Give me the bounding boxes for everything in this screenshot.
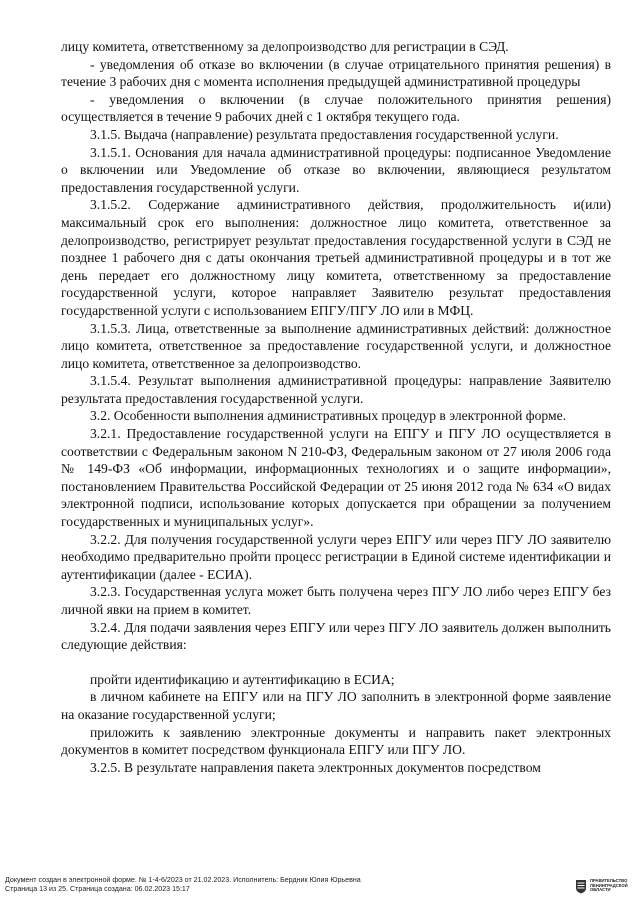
coat-of-arms-icon xyxy=(575,879,587,894)
paragraph: - уведомления о включении (в случае положительного принятия решения) осуществляется в течение 9 рабочих дней с 1 октября текущего года. xyxy=(61,91,611,125)
paragraph: 3.1.5. Выдача (направление) результата предоставления государственной услуги. xyxy=(90,126,559,142)
page-footer xyxy=(5,876,565,893)
footer-document-info: Документ создан в электронной форме. № 1-4-6/2023 от 21.02.2023. Исполнитель: Бердник Юлия Юрьевна xyxy=(5,876,361,884)
paragraph: 3.1.5.1. Основания для начала административной процедуры: подписанное Уведомление о включении или Уведомление об отказе во включении, являющиеся результатом предоставления государственной услуги. xyxy=(61,144,611,195)
government-label xyxy=(590,879,636,893)
paragraph: 3.2.3. Государственная услуга может быть получена через ПГУ ЛО либо через ЕПГУ без личной явки на прием в комитет. xyxy=(61,584,611,617)
paragraph: 3.2. Особенности выполнения административных процедур в электронной форме. xyxy=(90,408,567,424)
footer-page-info: Страница 13 из 25. Страница создана: 06.02.2023 15:17 xyxy=(5,884,190,893)
government-label-line2: ЛЕНИНГРАДСКОЙ xyxy=(590,882,628,888)
paragraph: - уведомления об отказе во включении (в случае отрицательного принятия решения) в течение 3 рабочих дня с момента исполнения предыдущей административной процедуры xyxy=(61,56,611,90)
paragraph: приложить к заявлению электронные документы и направить пакет электронных документов в комитет посредством функционала ЕПГУ или ПГУ ЛО. xyxy=(61,724,611,758)
paragraph: 3.1.5.4. Результат выполнения административной процедуры: направление Заявителю результата предоставления государственной услуги. xyxy=(61,373,611,406)
paragraph: в личном кабинете на ЕПГУ или на ПГУ ЛО заполнить в электронной форме заявление на оказание государственной услуги; xyxy=(61,689,611,722)
paragraph: лицу комитета, ответственному за делопроизводство для регистрации в СЭД. xyxy=(61,39,509,54)
paragraph: 3.2.1. Предоставление государственной услуги на ЕПГУ и ПГУ ЛО осуществляется в соответствии с Федеральным законом N 210-ФЗ, Федеральным законом от 27 июля 2006 года № 149-ФЗ «Об информации, информационных технологиях и о защите информации», постановлением Правительства Российской Федерации от 25 июня 2012 года № 634 «О видах электронной подписи, использование которых допускается при обращении за получением государственных и муниципальных услуг». xyxy=(61,426,611,530)
government-label-line1: ПРАВИТЕЛЬСТВО xyxy=(590,878,628,883)
blank-line xyxy=(61,654,611,671)
paragraph: 3.2.5. В результате направления пакета электронных документов посредством xyxy=(90,759,541,775)
paragraph: 3.2.4. Для подачи заявления через ЕПГУ или через ПГУ ЛО заявитель должен выполнить следующие действия: xyxy=(61,619,611,653)
paragraph: 3.1.5.3. Лица, ответственные за выполнение административных действий: должностное лицо комитета, ответственное за предоставление государственной услуги, и должностное лицо комитета, ответственное за делопроизводство. xyxy=(61,320,611,371)
document-body xyxy=(61,38,611,776)
paragraph: 3.1.5.2. Содержание административного действия, продолжительность и(или) максимальный срок его выполнения: должностное лицо комитета, ответственное за делопроизводство, регистрирует результат предоставления государственной услуги в СЭД не позднее 1 рабочего дня с даты окончания третьей административной процедуры и в тот же день передает его должностному лицу комитета, ответственному за предоставление государственной услуги, которое направляет Заявителю результат предоставления государственной услуги с использованием ЕПГУ/ПГУ ЛО или в МФЦ. xyxy=(61,197,611,318)
government-label-line3: ОБЛАСТИ xyxy=(590,887,611,893)
paragraph: пройти идентификацию и аутентификацию в ЕСИА; xyxy=(90,671,395,687)
paragraph: 3.2.2. Для получения государственной услуги через ЕПГУ или через ПГУ ЛО заявителю необходимо предварительно пройти процесс регистрации в Единой системе идентификации и аутентификации (далее - ЕСИА). xyxy=(61,531,611,582)
